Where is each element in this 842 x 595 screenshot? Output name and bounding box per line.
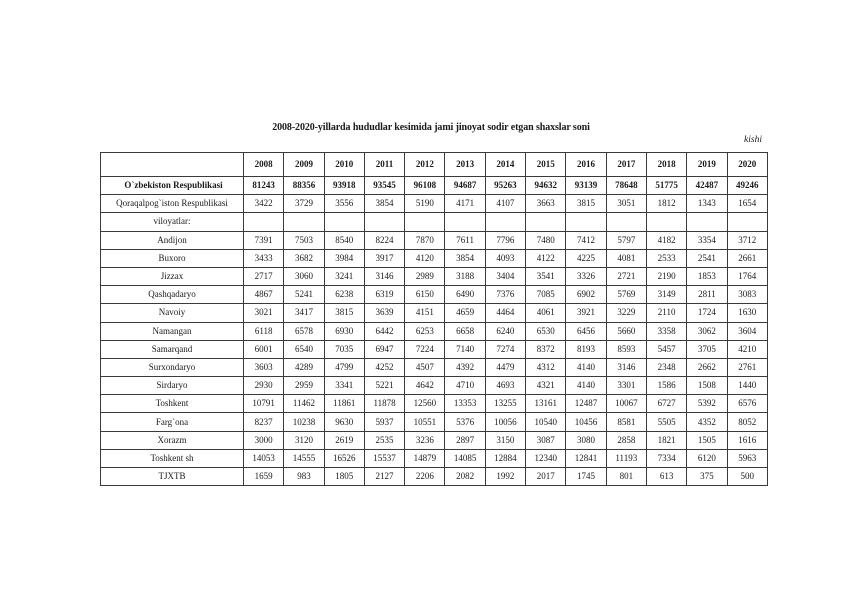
value-cell: 3604	[727, 322, 767, 340]
value-cell: 1505	[687, 431, 727, 449]
value-cell: 2930	[244, 377, 284, 395]
value-cell: 8593	[606, 340, 646, 358]
value-cell: 4289	[284, 358, 324, 376]
value-cell: 2082	[445, 468, 485, 486]
value-cell: 3080	[566, 431, 606, 449]
value-cell: 2959	[284, 377, 324, 395]
value-cell: 6658	[445, 322, 485, 340]
table-row	[101, 449, 768, 467]
value-cell: 14879	[405, 449, 445, 467]
value-cell: 4107	[485, 195, 525, 213]
value-cell: 5505	[646, 413, 686, 431]
value-cell: 1805	[324, 468, 364, 486]
value-cell: 4061	[526, 304, 566, 322]
region-name-cell: Qashqadaryo	[101, 286, 244, 304]
value-cell: 12841	[566, 449, 606, 467]
value-cell: 5963	[727, 449, 767, 467]
value-cell: 4710	[445, 377, 485, 395]
value-cell: 2897	[445, 431, 485, 449]
value-cell: 6456	[566, 322, 606, 340]
region-name-cell: Surxondaryo	[101, 358, 244, 376]
value-cell: 9630	[324, 413, 364, 431]
value-cell: 7376	[485, 286, 525, 304]
value-cell	[646, 213, 686, 231]
value-cell: 3917	[364, 249, 404, 267]
value-cell: 12487	[566, 395, 606, 413]
year-header: 2012	[405, 153, 445, 177]
value-cell: 5660	[606, 322, 646, 340]
value-cell: 7503	[284, 231, 324, 249]
value-cell: 4140	[566, 358, 606, 376]
value-cell: 11878	[364, 395, 404, 413]
value-cell: 3729	[284, 195, 324, 213]
value-cell: 5797	[606, 231, 646, 249]
value-cell: 5457	[646, 340, 686, 358]
year-header: 2008	[244, 153, 284, 177]
value-cell: 3021	[244, 304, 284, 322]
value-cell: 81243	[244, 177, 284, 195]
region-name-cell: Navoiy	[101, 304, 244, 322]
table-body	[101, 177, 768, 486]
region-name-cell: Xorazm	[101, 431, 244, 449]
value-cell: 4693	[485, 377, 525, 395]
year-header: 2013	[445, 153, 485, 177]
value-cell: 4642	[405, 377, 445, 395]
value-cell: 13161	[526, 395, 566, 413]
value-cell: 3712	[727, 231, 767, 249]
year-header: 2011	[364, 153, 404, 177]
table-row	[101, 249, 768, 267]
value-cell: 7611	[445, 231, 485, 249]
value-cell: 8237	[244, 413, 284, 431]
value-cell: 1630	[727, 304, 767, 322]
value-cell: 5241	[284, 286, 324, 304]
value-cell: 1659	[244, 468, 284, 486]
value-cell: 14555	[284, 449, 324, 467]
value-cell: 3603	[244, 358, 284, 376]
value-cell	[324, 213, 364, 231]
value-cell: 4093	[485, 249, 525, 267]
value-cell: 4182	[646, 231, 686, 249]
region-name-cell: Samarqand	[101, 340, 244, 358]
table-row	[101, 340, 768, 358]
value-cell: 1586	[646, 377, 686, 395]
value-cell: 3241	[324, 267, 364, 285]
value-cell: 2017	[526, 468, 566, 486]
table-row	[101, 431, 768, 449]
value-cell: 2533	[646, 249, 686, 267]
value-cell: 4171	[445, 195, 485, 213]
table-row	[101, 413, 768, 431]
value-cell: 8224	[364, 231, 404, 249]
value-cell: 2721	[606, 267, 646, 285]
value-cell: 6576	[727, 395, 767, 413]
value-cell: 2110	[646, 304, 686, 322]
value-cell: 10056	[485, 413, 525, 431]
value-cell: 1724	[687, 304, 727, 322]
value-cell: 3083	[727, 286, 767, 304]
value-cell: 613	[646, 468, 686, 486]
value-cell: 6120	[687, 449, 727, 467]
region-name-cell: Farg`ona	[101, 413, 244, 431]
table-row	[101, 468, 768, 486]
value-cell: 1654	[727, 195, 767, 213]
value-cell: 4140	[566, 377, 606, 395]
value-cell: 3639	[364, 304, 404, 322]
value-cell: 1508	[687, 377, 727, 395]
value-cell: 3705	[687, 340, 727, 358]
value-cell	[405, 213, 445, 231]
value-cell: 7334	[646, 449, 686, 467]
region-name-cell: Namangan	[101, 322, 244, 340]
value-cell: 6490	[445, 286, 485, 304]
value-cell: 6238	[324, 286, 364, 304]
value-cell: 6001	[244, 340, 284, 358]
year-header: 2018	[646, 153, 686, 177]
value-cell: 4507	[405, 358, 445, 376]
value-cell: 1764	[727, 267, 767, 285]
value-cell: 1812	[646, 195, 686, 213]
value-cell: 13353	[445, 395, 485, 413]
table-row	[101, 358, 768, 376]
value-cell: 375	[687, 468, 727, 486]
unit-label: kishi	[744, 135, 762, 145]
table-row	[101, 195, 768, 213]
value-cell: 2761	[727, 358, 767, 376]
value-cell: 3854	[364, 195, 404, 213]
value-cell: 4659	[445, 304, 485, 322]
value-cell: 3404	[485, 267, 525, 285]
value-cell: 3062	[687, 322, 727, 340]
value-cell: 4799	[324, 358, 364, 376]
value-cell	[526, 213, 566, 231]
value-cell: 5937	[364, 413, 404, 431]
value-cell: 3984	[324, 249, 364, 267]
value-cell: 8052	[727, 413, 767, 431]
value-cell: 12560	[405, 395, 445, 413]
value-cell: 3663	[526, 195, 566, 213]
value-cell: 1821	[646, 431, 686, 449]
value-cell: 2717	[244, 267, 284, 285]
value-cell	[244, 213, 284, 231]
value-cell: 3060	[284, 267, 324, 285]
value-cell: 2348	[646, 358, 686, 376]
value-cell: 3146	[606, 358, 646, 376]
value-cell: 12340	[526, 449, 566, 467]
value-cell: 3354	[687, 231, 727, 249]
value-cell: 500	[727, 468, 767, 486]
value-cell: 6902	[566, 286, 606, 304]
value-cell: 16526	[324, 449, 364, 467]
value-cell: 49246	[727, 177, 767, 195]
region-name-cell: Qoraqalpog`iston Respublikasi	[101, 195, 244, 213]
value-cell: 13255	[485, 395, 525, 413]
value-cell: 4081	[606, 249, 646, 267]
value-cell: 7480	[526, 231, 566, 249]
value-cell: 6727	[646, 395, 686, 413]
value-cell: 3541	[526, 267, 566, 285]
value-cell	[606, 213, 646, 231]
value-cell: 11462	[284, 395, 324, 413]
value-cell	[485, 213, 525, 231]
value-cell: 2190	[646, 267, 686, 285]
year-header: 2019	[687, 153, 727, 177]
table-row	[101, 395, 768, 413]
value-cell: 7035	[324, 340, 364, 358]
value-cell: 11861	[324, 395, 364, 413]
value-cell: 10791	[244, 395, 284, 413]
value-cell: 4312	[526, 358, 566, 376]
region-name-cell: Sirdaryo	[101, 377, 244, 395]
value-cell: 93918	[324, 177, 364, 195]
table-row	[101, 286, 768, 304]
table-title: 2008-2020-yillarda hududlar kesimida jami jinoyat sodir etgan shaxslar soni	[272, 122, 590, 133]
table-row	[101, 304, 768, 322]
value-cell: 4252	[364, 358, 404, 376]
value-cell: 3229	[606, 304, 646, 322]
region-name-cell: viloyatlar:	[101, 213, 244, 231]
value-cell: 3341	[324, 377, 364, 395]
value-cell: 4352	[687, 413, 727, 431]
value-cell	[284, 213, 324, 231]
value-cell: 2535	[364, 431, 404, 449]
value-cell: 6118	[244, 322, 284, 340]
value-cell: 2662	[687, 358, 727, 376]
value-cell: 2206	[405, 468, 445, 486]
value-cell: 3051	[606, 195, 646, 213]
year-header: 2017	[606, 153, 646, 177]
region-name-cell: Toshkent sh	[101, 449, 244, 467]
value-cell	[727, 213, 767, 231]
value-cell: 94687	[445, 177, 485, 195]
value-cell: 3921	[566, 304, 606, 322]
value-cell: 1853	[687, 267, 727, 285]
value-cell: 6442	[364, 322, 404, 340]
region-name-cell: O`zbekiston Respublikasi	[101, 177, 244, 195]
year-header: 2015	[526, 153, 566, 177]
value-cell: 3422	[244, 195, 284, 213]
value-cell: 3188	[445, 267, 485, 285]
value-cell: 6530	[526, 322, 566, 340]
value-cell: 14085	[445, 449, 485, 467]
value-cell: 2541	[687, 249, 727, 267]
value-cell: 11193	[606, 449, 646, 467]
value-cell: 4120	[405, 249, 445, 267]
value-cell: 93139	[566, 177, 606, 195]
value-cell: 983	[284, 468, 324, 486]
value-cell: 7796	[485, 231, 525, 249]
value-cell: 3326	[566, 267, 606, 285]
table-row	[101, 177, 768, 195]
value-cell: 3417	[284, 304, 324, 322]
value-cell: 4867	[244, 286, 284, 304]
value-cell: 5221	[364, 377, 404, 395]
value-cell	[566, 213, 606, 231]
value-cell: 3815	[324, 304, 364, 322]
value-cell: 4321	[526, 377, 566, 395]
year-header: 2009	[284, 153, 324, 177]
value-cell: 5392	[687, 395, 727, 413]
value-cell: 1616	[727, 431, 767, 449]
value-cell: 2619	[324, 431, 364, 449]
value-cell: 10456	[566, 413, 606, 431]
value-cell: 14053	[244, 449, 284, 467]
region-name-cell: Andijon	[101, 231, 244, 249]
table-row	[101, 377, 768, 395]
value-cell: 6253	[405, 322, 445, 340]
value-cell: 10067	[606, 395, 646, 413]
value-cell: 8372	[526, 340, 566, 358]
region-name-cell: TJXTB	[101, 468, 244, 486]
value-cell: 3556	[324, 195, 364, 213]
value-cell: 2811	[687, 286, 727, 304]
value-cell: 3146	[364, 267, 404, 285]
value-cell	[364, 213, 404, 231]
value-cell: 3149	[646, 286, 686, 304]
value-cell: 3815	[566, 195, 606, 213]
value-cell: 3236	[405, 431, 445, 449]
value-cell: 7391	[244, 231, 284, 249]
value-cell: 10238	[284, 413, 324, 431]
year-header: 2016	[566, 153, 606, 177]
value-cell: 95263	[485, 177, 525, 195]
value-cell: 3120	[284, 431, 324, 449]
value-cell: 78648	[606, 177, 646, 195]
value-cell: 3000	[244, 431, 284, 449]
value-cell: 6240	[485, 322, 525, 340]
value-cell: 6930	[324, 322, 364, 340]
value-cell: 4151	[405, 304, 445, 322]
value-cell: 7870	[405, 231, 445, 249]
value-cell: 4210	[727, 340, 767, 358]
value-cell: 12884	[485, 449, 525, 467]
table-row	[101, 267, 768, 285]
table-row	[101, 322, 768, 340]
region-name-cell: Toshkent	[101, 395, 244, 413]
value-cell: 7274	[485, 340, 525, 358]
region-name-cell: Jizzax	[101, 267, 244, 285]
value-cell: 6947	[364, 340, 404, 358]
crime-statistics-table	[100, 152, 768, 486]
value-cell: 88356	[284, 177, 324, 195]
value-cell: 1440	[727, 377, 767, 395]
value-cell: 4479	[485, 358, 525, 376]
value-cell: 8540	[324, 231, 364, 249]
value-cell: 51775	[646, 177, 686, 195]
value-cell: 1745	[566, 468, 606, 486]
value-cell: 4225	[566, 249, 606, 267]
value-cell: 3087	[526, 431, 566, 449]
value-cell: 4464	[485, 304, 525, 322]
header-row	[101, 153, 768, 177]
value-cell: 7140	[445, 340, 485, 358]
value-cell: 6578	[284, 322, 324, 340]
value-cell: 5769	[606, 286, 646, 304]
value-cell: 42487	[687, 177, 727, 195]
value-cell: 2127	[364, 468, 404, 486]
value-cell: 93545	[364, 177, 404, 195]
value-cell: 4122	[526, 249, 566, 267]
value-cell: 2989	[405, 267, 445, 285]
value-cell: 3301	[606, 377, 646, 395]
value-cell: 96108	[405, 177, 445, 195]
year-header: 2010	[324, 153, 364, 177]
value-cell: 3682	[284, 249, 324, 267]
year-header: 2014	[485, 153, 525, 177]
value-cell: 8581	[606, 413, 646, 431]
value-cell: 1992	[485, 468, 525, 486]
value-cell: 8193	[566, 340, 606, 358]
value-cell: 10551	[405, 413, 445, 431]
value-cell: 801	[606, 468, 646, 486]
header-label-cell	[101, 153, 244, 177]
value-cell: 5376	[445, 413, 485, 431]
year-header: 2020	[727, 153, 767, 177]
value-cell: 7224	[405, 340, 445, 358]
value-cell: 10540	[526, 413, 566, 431]
region-name-cell: Buxoro	[101, 249, 244, 267]
value-cell: 7085	[526, 286, 566, 304]
value-cell: 1343	[687, 195, 727, 213]
value-cell: 3854	[445, 249, 485, 267]
table-row	[101, 213, 768, 231]
value-cell: 2661	[727, 249, 767, 267]
value-cell: 3433	[244, 249, 284, 267]
value-cell: 3358	[646, 322, 686, 340]
value-cell	[445, 213, 485, 231]
value-cell	[687, 213, 727, 231]
value-cell: 94632	[526, 177, 566, 195]
value-cell: 6540	[284, 340, 324, 358]
value-cell: 5190	[405, 195, 445, 213]
value-cell: 3150	[485, 431, 525, 449]
value-cell: 15537	[364, 449, 404, 467]
value-cell: 4392	[445, 358, 485, 376]
value-cell: 6319	[364, 286, 404, 304]
value-cell: 6150	[405, 286, 445, 304]
value-cell: 7412	[566, 231, 606, 249]
value-cell: 2858	[606, 431, 646, 449]
table-row	[101, 231, 768, 249]
